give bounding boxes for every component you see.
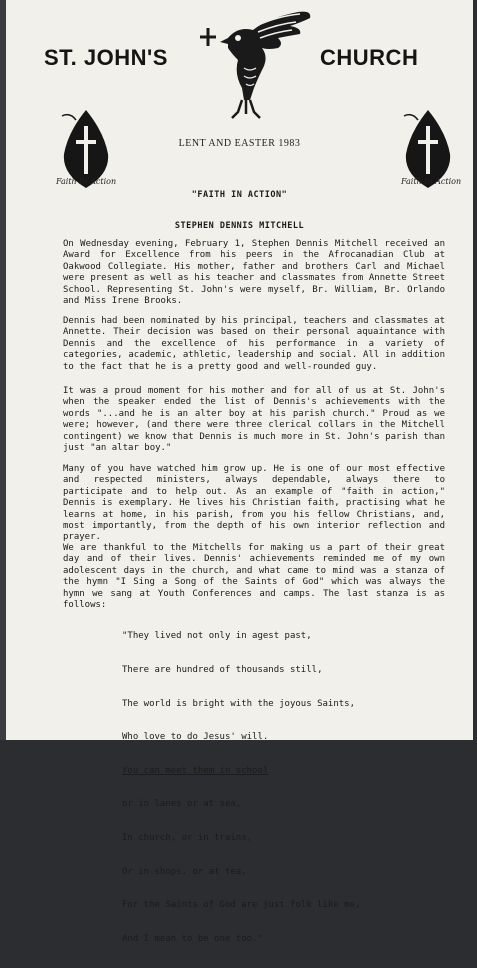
hymn-line: For the Saints of God are just folk like me,	[122, 900, 361, 911]
hymn-line: In church, or in trains,	[122, 833, 253, 844]
emblem-caption-right: Faith In Action	[401, 177, 462, 186]
hymn-line: Or in shops, or at tea,	[122, 866, 247, 877]
article-paragraph: It was a proud moment for his mother and for all of us at St. John's when the speaker ended the list of Dennis's achievements with the words "...and he is an alter boy at his parish church." Proud as we were; however, (and there were three clerical collars in the Mitchell contingent) we know that Dennis is much more in St. John's parish than just "an altar boy."	[63, 386, 445, 454]
article-paragraph: Dennis had been nominated by his principal, teachers and classmates at Annette. Their decision was based on their personal aquaintance with Dennis and the excellence of his performance in a variety of categories, academic, athletic, leadership and social. All in addition to the fact that he is a pretty good and well-rounded guy.	[63, 316, 445, 372]
hymn-line-underlined: You can meet them in school	[122, 765, 269, 776]
church-name-right: CHURCH	[320, 45, 419, 70]
hymn-line: "They lived not only in agest past,	[122, 631, 312, 642]
hymn-line: And I mean to be one too."	[122, 933, 263, 944]
hymn-line: The world is bright with the joyous Saints,	[122, 698, 355, 709]
hymn-stanza	[122, 609, 452, 968]
article-paragraph: On Wednesday evening, February 1, Stephen Dennis Mitchell received an Award for Excellence from his peers in the Afrocanadian Club at Oakwood Collegiate. His mother, father and brothers Carl and Michael were present as well as his teacher and classmates from Annette Street School. Representing St. John's were myself, Br. William, Br. Orlando and Miss Irene Brooks.	[63, 239, 445, 307]
motto: "FAITH IN ACTION"	[191, 190, 288, 200]
hymn-line: or in lanes or at sea,	[122, 799, 242, 810]
eagle-cross-logo	[198, 8, 316, 122]
church-name-left: ST. JOHN'S	[44, 45, 168, 70]
hymn-line: There are hundred of thousands still,	[122, 665, 323, 676]
issue-subtitle: LENT AND EASTER 1983	[178, 138, 301, 149]
article-paragraph: Many of you have watched him grow up. He is one of our most effective and respected ministers, always dependable, always there to participate and to help out. As an example of "faith in action," Dennis is exemplary. He lives his Christian faith, practising what he learns at home, in his parish, from you his fellow Christians, and, most importantly, from the depth of his own interior reflection and prayer.	[63, 464, 445, 543]
hymn-line: Who love to do Jesus' will.	[122, 732, 269, 743]
emblem-caption-left: Faith In Action	[56, 177, 117, 186]
article-paragraph: We are thankful to the Mitchells for making us a part of their great day and of their lives. Dennis' achievements reminded me of my own adolescent days in the church, and what came to mind was a stanza of the hymn "I Sing a Song of the Saints of God" which was always the hymn we sang at Youth Conferences and camps. The last stanza is as follows:	[63, 543, 445, 611]
church-bulletin-page	[6, 0, 473, 944]
article-heading: STEPHEN DENNIS MITCHELL	[174, 221, 305, 231]
